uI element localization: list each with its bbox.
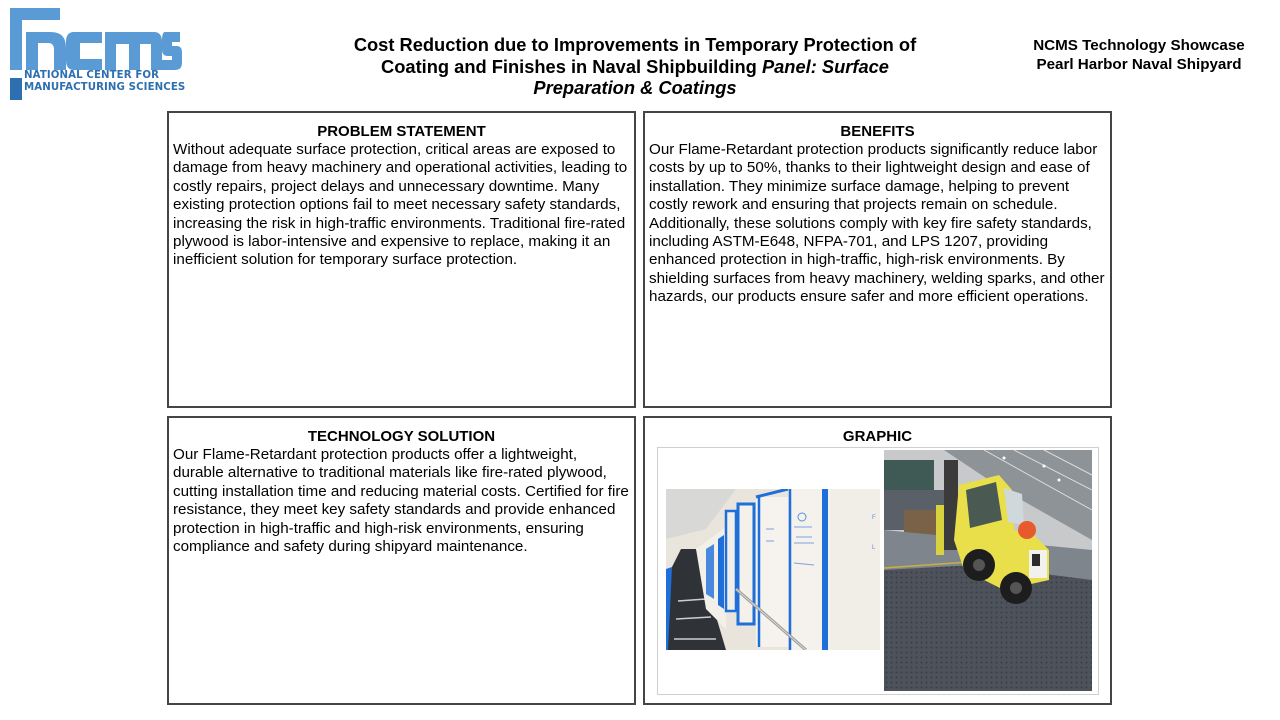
panel-heading: TECHNOLOGY SOLUTION: [307, 428, 496, 445]
logo-line-1: NATIONAL CENTER FOR: [24, 70, 160, 81]
forklift-image-icon: [884, 450, 1092, 691]
panel-heading: BENEFITS: [840, 123, 915, 140]
title-panel: Panel: Surface Preparation & Coatings: [533, 55, 889, 98]
svg-text:F: F: [872, 515, 876, 521]
panel-body: Our Flame-Retardant protection products offer a lightweight, durable alternative to traditional materials like fire-rated plywood, cutting installation time and reducing material costs. Certified for fire resistance, they meet key safety standards and provide enhanced protection in high-traffic and high-risk environments, ensuring compliance and safety during shipyard maintenance.: [173, 446, 629, 556]
panel-heading: GRAPHIC: [842, 428, 913, 445]
problem-statement-panel: [167, 111, 636, 408]
panel-heading: PROBLEM STATEMENT: [317, 123, 486, 140]
panel-body: Our Flame-Retardant protection products significantly reduce labor costs by up to 50%, thanks to their lightweight design and ease of installation. They minimize surface damage, helping to prevent costly rework and ensuring that projects remain on schedule. Additionally, these solutions comply with key fire safety standards, including ASTM-E648, NFPA-701, and LPS 1207, providing enhanced protection in high-traffic, high-risk environments. By shielding surfaces from heavy machinery, welding sparks, and other hazards, our products ensure safer and more efficient operations.: [649, 141, 1105, 306]
event-info: [1015, 37, 1263, 74]
logo-line-2: MANUFACTURING SCIENCES: [24, 82, 186, 93]
title-main: Cost Reduction due to Improvements in Temporary Protection of Coating and Finishes in Naval Shipbuilding: [353, 34, 917, 77]
event-name: NCMS Technology Showcase: [1033, 37, 1245, 54]
logo-accent-square: [10, 78, 22, 100]
page-title: [330, 34, 940, 99]
technology-solution-panel: [167, 416, 636, 705]
graphic-panel: [643, 416, 1112, 705]
forklift-mat-photo: [884, 450, 1092, 691]
benefits-panel: [643, 111, 1112, 408]
logo-text: [24, 70, 185, 94]
ncms-wordmark-icon: [10, 8, 186, 78]
hallway-image-icon: [666, 489, 880, 650]
svg-text:L: L: [872, 545, 876, 551]
panel-body: Without adequate surface protection, critical areas are exposed to damage from heavy machinery and operational activities, leading to costly repairs, project delays and unnecessary downtime. Many existing protection options fail to meet necessary safety standards, increasing the risk in high-traffic environments. Traditional fire-rated plywood is labor-intensive and expensive to replace, making it an inefficient solution for temporary surface protection.: [173, 141, 628, 269]
graphic-frame: [657, 447, 1099, 695]
hallway-protection-photo: [666, 489, 880, 650]
event-location: Pearl Harbor Naval Shipyard: [1036, 55, 1242, 73]
